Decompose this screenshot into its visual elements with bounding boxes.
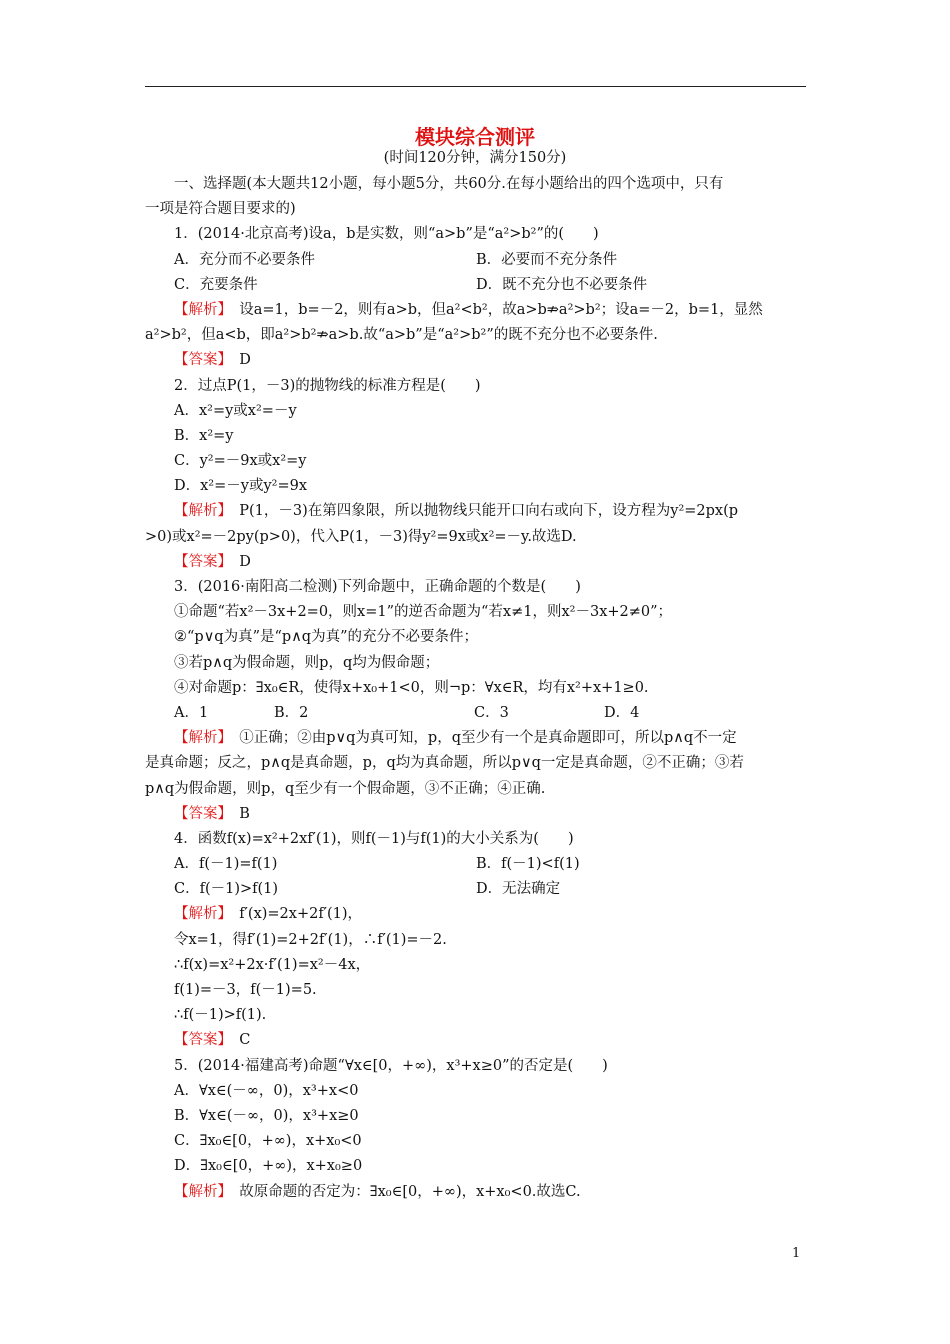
text-line xyxy=(145,651,807,676)
text-line xyxy=(145,449,807,474)
line-text: a²>b²，但a<b，即a²>b²⇏a>b.故“a>b”是“a²>b²”的既不充分也不必要条件. xyxy=(145,327,658,344)
line-text: f(1)=－3，f(－1)=5. xyxy=(174,982,317,998)
option-item: B．f(－1)<f(1) xyxy=(476,856,580,873)
option-item: D．无法确定 xyxy=(476,881,561,898)
option-item: D．4 xyxy=(604,704,640,721)
line-text: 设a=1，b=－2，则有a>b，但a²<b²，故a>b⇏a²>b²；设a=－2，b=1，显然 xyxy=(224,301,763,318)
option-item: A．f(－1)=f(1) xyxy=(174,856,278,873)
page-title: 模块综合测评 xyxy=(415,125,535,149)
document-body xyxy=(145,172,807,1205)
line-text: 2．过点P(1，－3)的抛物线的标准方程是( ) xyxy=(174,377,481,394)
line-text: 一项是符合题目要求的) xyxy=(145,201,296,218)
solution-line xyxy=(145,348,807,373)
text-line xyxy=(145,827,807,852)
text-line xyxy=(145,374,807,399)
line-text: ②“p∨q为真”是“p∧q为真”的充分不必要条件； xyxy=(174,629,479,646)
option-row xyxy=(145,852,807,877)
line-text: p∧q为假命题，则p，q至少有一个假命题，③不正确；④正确. xyxy=(145,780,546,797)
line-text: 4．函数f(x)=x²+2xf′(1)，则f(－1)与f(1)的大小关系为( ) xyxy=(174,830,574,847)
line-text: C xyxy=(224,1032,251,1049)
option-item: A．1 xyxy=(174,704,209,721)
text-line xyxy=(145,222,807,247)
option-item: B．2 xyxy=(274,704,309,721)
option-row xyxy=(145,248,807,273)
text-line xyxy=(145,1154,807,1179)
line-text: B．∀x∈(－∞，0)，x³+x≥0 xyxy=(174,1107,359,1124)
section-tag: 【答案】 xyxy=(174,352,225,369)
text-line xyxy=(145,1104,807,1129)
option-item: D．既不充分也不必要条件 xyxy=(476,276,648,293)
section-tag: 【解析】 xyxy=(174,906,225,923)
text-line xyxy=(145,777,807,802)
line-text: C．∃x₀∈[0，+∞)，x+x₀<0 xyxy=(174,1133,362,1150)
section-tag: 【答案】 xyxy=(174,1032,225,1049)
line-text: >0)或x²=－2py(p>0)，代入P(1，－3)得y²=9x或x²=－y.故选D. xyxy=(145,528,577,545)
text-line xyxy=(145,424,807,449)
text-line xyxy=(145,172,807,197)
page-number: 1 xyxy=(792,1246,801,1261)
line-text: 令x=1，得f′(1)=2+2f′(1)，∴f′(1)=－2. xyxy=(174,931,447,948)
option-item: A．充分而不必要条件 xyxy=(174,251,315,268)
text-line xyxy=(145,600,807,625)
option-row xyxy=(145,273,807,298)
section-tag: 【答案】 xyxy=(174,553,225,570)
line-text: 5．(2014·福建高考)命题“∀x∈[0，+∞)，x³+x≥0”的否定是( ) xyxy=(174,1057,608,1074)
option-row xyxy=(145,877,807,902)
section-tag: 【解析】 xyxy=(174,1183,225,1200)
text-line xyxy=(145,1129,807,1154)
text-line xyxy=(145,474,807,499)
page-subtitle: (时间120分钟，满分150分) xyxy=(383,150,567,166)
line-text: ①正确；②由p∨q为真可知，p，q至少有一个是真命题即可，所以p∧q不一定 xyxy=(224,730,737,747)
line-text: ③若p∧q为假命题，则p，q均为假命题； xyxy=(174,654,440,671)
text-line xyxy=(145,1003,807,1028)
section-tag: 【解析】 xyxy=(174,301,225,318)
line-text: D．∃x₀∈[0，+∞)，x+x₀≥0 xyxy=(174,1158,363,1175)
line-text: 1．(2014·北京高考)设a，b是实数，则“a>b”是“a²>b²”的( ) xyxy=(174,226,599,243)
solution-line xyxy=(145,726,807,751)
line-text: D xyxy=(224,352,251,369)
section-tag: 【解析】 xyxy=(174,730,225,747)
solution-line xyxy=(145,802,807,827)
text-line xyxy=(145,323,807,348)
line-text: 3．(2016·南阳高二检测)下列命题中，正确命题的个数是( ) xyxy=(174,579,581,595)
line-text: 是真命题；反之，p∧q是真命题，p，q均为真命题，所以p∨q一定是真命题，②不正确；③若 xyxy=(145,755,744,772)
header-rule xyxy=(145,86,806,87)
text-line xyxy=(145,575,807,600)
text-line xyxy=(145,978,807,1003)
section-tag: 【答案】 xyxy=(174,805,225,822)
line-text: B．x²=y xyxy=(174,427,234,444)
text-line xyxy=(145,1054,807,1079)
solution-line xyxy=(145,298,807,323)
text-line xyxy=(145,953,807,978)
text-line xyxy=(145,751,807,776)
text-line xyxy=(145,399,807,424)
option-item: B．必要而不充分条件 xyxy=(476,251,618,268)
option-item: C．3 xyxy=(474,704,509,721)
option-item: C．充要条件 xyxy=(174,276,258,293)
solution-line xyxy=(145,902,807,927)
line-text: C．y²=－9x或x²=y xyxy=(174,453,307,470)
text-line xyxy=(145,928,807,953)
line-text: B xyxy=(224,805,250,822)
line-text: P(1，－3)在第四象限，所以抛物线只能开口向右或向下，设方程为y²=2px(p xyxy=(224,503,739,520)
line-text: D xyxy=(224,553,251,570)
solution-line xyxy=(145,1180,807,1205)
text-line xyxy=(145,625,807,650)
option-item: C．f(－1)>f(1) xyxy=(174,881,279,898)
line-text: ④对命题p：∃x₀∈R，使得x+x₀+1<0，则¬p：∀x∈R，均有x²+x+1≥0. xyxy=(174,679,649,696)
line-text: A．∀x∈(－∞，0)，x³+x<0 xyxy=(174,1082,359,1099)
section-tag: 【解析】 xyxy=(174,503,225,520)
line-text: ∴f(x)=x²+2x·f′(1)=x²－4x， xyxy=(174,956,371,973)
option-row xyxy=(145,701,807,726)
text-line xyxy=(145,525,807,550)
line-text: D．x²=－y或y²=9x xyxy=(174,478,308,495)
solution-line xyxy=(145,499,807,524)
solution-line xyxy=(145,550,807,575)
line-text: 故原命题的否定为：∃x₀∈[0，+∞)，x+x₀<0.故选C. xyxy=(224,1183,581,1200)
text-line xyxy=(145,1079,807,1104)
text-line xyxy=(145,676,807,701)
solution-line xyxy=(145,1028,807,1053)
line-text: ①命题“若x²－3x+2=0，则x=1”的逆否命题为“若x≠1，则x²－3x+2≠0”； xyxy=(174,604,673,621)
line-text: A．x²=y或x²=－y xyxy=(174,402,297,419)
line-text: f′(x)=2x+2f′(1)， xyxy=(224,906,363,923)
line-text: 一、选择题(本大题共12小题，每小题5分，共60分.在每小题给出的四个选项中，只有 xyxy=(174,176,724,192)
text-line xyxy=(145,197,807,222)
line-text: ∴f(－1)>f(1). xyxy=(174,1007,267,1024)
